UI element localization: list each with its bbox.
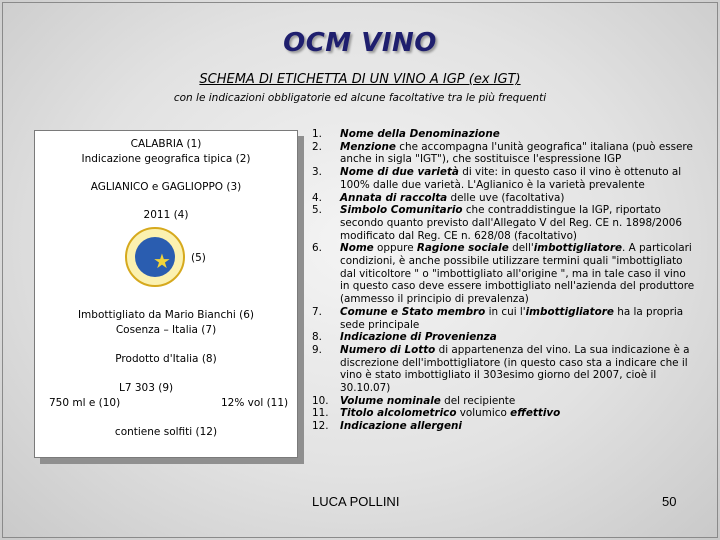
- note-item: [312, 344, 698, 395]
- note-number: 2.: [312, 140, 322, 153]
- note-text: che accompagna l'unità geografica" italiana (può essere anche in sigla "IGT"), che sostituisce l'espressione IGP: [340, 140, 693, 166]
- note-item: [312, 204, 698, 242]
- slide-title: OCM VINO: [283, 28, 437, 58]
- note-keyword: Comune e Stato membro: [340, 305, 486, 318]
- note-keyword: Ragione sociale: [416, 242, 509, 255]
- page-number: 50: [662, 494, 677, 509]
- note-text: ha la propria sede principale: [340, 305, 684, 331]
- note-number: 6.: [312, 242, 322, 255]
- label-allergens: contiene solfiti (12): [114, 426, 218, 438]
- label-emblem-number: (5): [191, 252, 206, 264]
- slide-caption: con le indicazioni obbligatorie ed alcune facoltative tra le più frequenti: [173, 92, 547, 104]
- note-item: [312, 407, 698, 420]
- label-region: CALABRIA (1): [130, 138, 202, 150]
- wine-label-example: [34, 130, 298, 458]
- note-keyword: Indicazione allergeni: [340, 420, 462, 433]
- note-text: di vite: in questo caso il vino è ottenuto al 100% dalle due varietà. L'Aglianico è la varietà prevalente: [340, 166, 682, 191]
- note-text: di appartenenza del vino. La sua indicazione è a discrezione dell'imbottigliatore (in questo caso sta a indicare che il vino è stato imbottigliato il 303esimo giorno del 2007, cioè il 30.10.07): [340, 343, 690, 395]
- note-number: 11.: [312, 407, 329, 420]
- note-item: [312, 242, 698, 306]
- note-text: delle uve (facoltativa): [447, 191, 565, 204]
- note-number: 7.: [312, 305, 322, 318]
- note-keyword: Numero di Lotto: [340, 343, 436, 356]
- note-number: 1.: [312, 128, 322, 140]
- note-item: [312, 420, 698, 433]
- note-text: del recipiente: [440, 394, 516, 407]
- slide-subtitle: SCHEMA DI ETICHETTA DI UN VINO A IGP (ex IGT): [199, 72, 521, 87]
- note-keyword: imbottigliatore: [533, 242, 623, 255]
- note-keyword: Indicazione di Provenienza: [340, 331, 497, 344]
- label-bottler: Imbottigliato da Mario Bianchi (6): [77, 309, 255, 321]
- note-item: [312, 395, 698, 408]
- note-keyword: effettivo: [510, 407, 561, 420]
- note-number: 12.: [312, 420, 329, 433]
- note-keyword: Simbolo Comunitario: [340, 204, 463, 217]
- note-text: . A particolari condizioni, è anche possibile utilizzare termini quali "imbottigliato dal viticoltore " o "imbottigliato all'origine ", ma in tale caso il vino in questo caso deve essere imbottigliato nell'azienda del produttore (ammesso il principio di prevalenza): [340, 242, 695, 306]
- note-keyword: Titolo alcolometrico: [340, 407, 457, 420]
- label-grape-varieties: AGLIANICO e GAGLIOPPO (3): [90, 181, 242, 193]
- note-item: [312, 331, 698, 344]
- note-item: [312, 141, 698, 166]
- emblem-inner-circle: [135, 237, 175, 277]
- note-number: 9.: [312, 343, 322, 356]
- star-icon: ★: [153, 249, 171, 273]
- note-keyword: Nome: [340, 242, 374, 255]
- note-number: 10.: [312, 394, 329, 407]
- note-keyword: Annata di raccolta: [340, 191, 448, 204]
- note-keyword: Nome della Denominazione: [340, 128, 500, 140]
- label-alcohol: 12% vol (11): [221, 397, 289, 409]
- note-text: che contraddistingue la IGP, riportato secondo quanto previsto dall'Allegato V del Reg. CE n. 1898/2006 modificato dal Reg. CE n. 628/08 (facoltativo): [340, 204, 683, 242]
- note-number: 4.: [312, 191, 322, 204]
- note-item: [312, 306, 698, 331]
- note-keyword: Menzione: [340, 140, 396, 153]
- label-lot: L7 303 (9): [119, 382, 174, 394]
- note-number: 5.: [312, 204, 322, 217]
- label-notes-list: [312, 128, 698, 433]
- note-keyword: imbottigliatore: [525, 305, 614, 318]
- label-provenance: Prodotto d'Italia (8): [115, 353, 217, 365]
- note-text: oppure: [373, 242, 417, 255]
- note-number: 8.: [312, 331, 322, 344]
- note-text: dell': [508, 242, 534, 255]
- label-volume: 750 ml e (10): [49, 397, 121, 409]
- note-item: [312, 166, 698, 191]
- label-geo-indication: Indicazione geografica tipica (2): [81, 153, 251, 165]
- note-number: 3.: [312, 166, 322, 179]
- note-keyword: Volume nominale: [340, 394, 441, 407]
- note-item: [312, 128, 698, 141]
- label-bottler-location: Cosenza – Italia (7): [115, 324, 217, 336]
- label-vintage: 2011 (4): [143, 209, 189, 221]
- note-text: in cui l': [485, 305, 526, 318]
- note-item: [312, 192, 698, 205]
- footer-author: LUCA POLLINI: [312, 494, 400, 509]
- note-keyword: Nome di due varietà: [340, 166, 459, 179]
- note-text: volumico: [456, 407, 511, 420]
- igp-emblem-icon: [125, 227, 185, 287]
